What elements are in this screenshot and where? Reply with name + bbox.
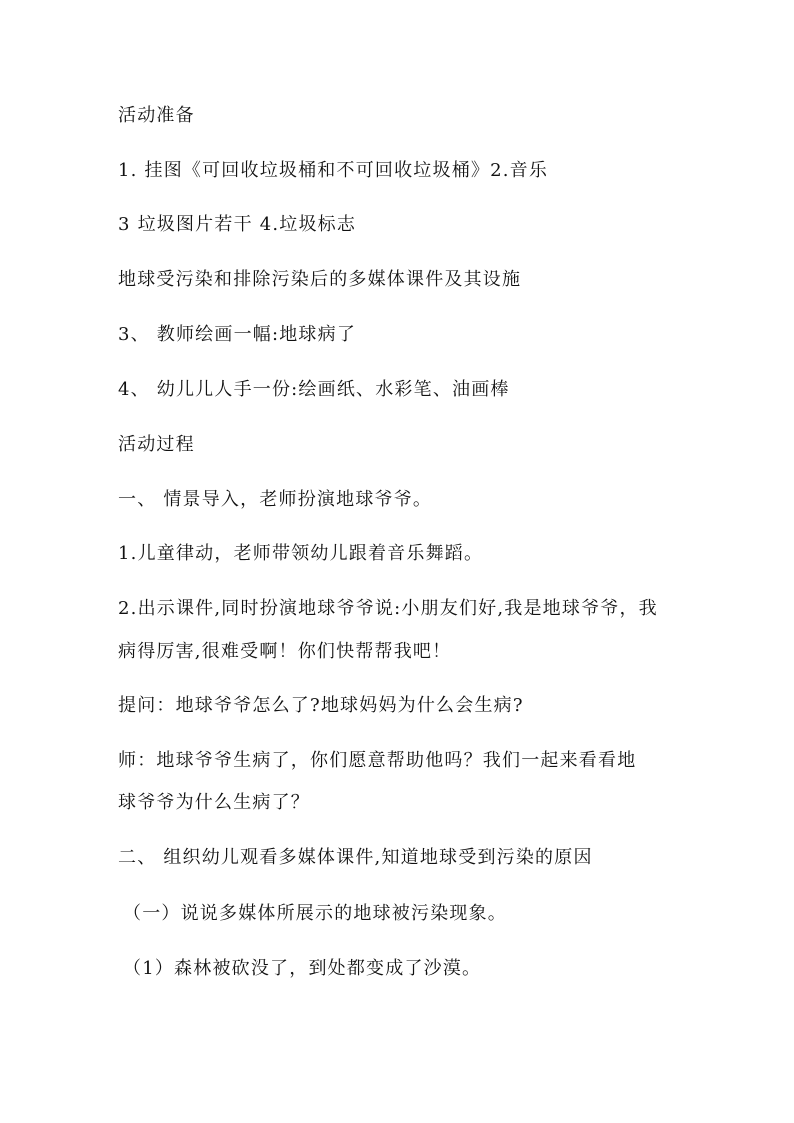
paragraph: （1）森林被砍没了，到处都变成了沙漠。 bbox=[123, 958, 482, 979]
paragraph: （一）说说多媒体所展示的地球被污染现象。 bbox=[123, 903, 507, 924]
paragraph: 提问：地球爷爷怎么了?地球妈妈为什么会生病? bbox=[118, 695, 524, 716]
paragraph: 地球受污染和排除污染后的多媒体课件及其设施 bbox=[118, 269, 522, 290]
paragraph: 3 垃圾图片若干 4.垃圾标志 bbox=[118, 214, 357, 235]
paragraph: 1.儿童律动，老师带领幼儿跟着音乐舞蹈。 bbox=[118, 543, 484, 564]
paragraph: 师：地球爷爷生病了，你们愿意帮助他吗？我们一起来看看地 bbox=[118, 750, 637, 771]
paragraph: 病得厉害,很难受啊！你们快帮帮我吧！ bbox=[118, 641, 452, 662]
paragraph: 1. 挂图《可回收垃圾桶和不可回收垃圾桶》2.音乐 bbox=[118, 160, 549, 181]
section-heading: 一、 情景导入，老师扮演地球爷爷。 bbox=[118, 489, 433, 510]
heading-activity-preparation: 活动准备 bbox=[118, 105, 195, 126]
paragraph: 3、 教师绘画一幅:地球病了 bbox=[118, 324, 357, 345]
paragraph: 球爷爷为什么生病了？ bbox=[118, 792, 310, 813]
paragraph: 2.出示课件,同时扮演地球爷爷说:小朋友们好,我是地球爷爷，我 bbox=[118, 598, 658, 619]
section-heading: 二、 组织幼儿观看多媒体课件,知道地球受到污染的原因 bbox=[118, 847, 593, 868]
heading-activity-process: 活动过程 bbox=[118, 434, 195, 455]
paragraph: 4、 幼儿儿人手一份:绘画纸、水彩笔、油画棒 bbox=[118, 379, 510, 400]
